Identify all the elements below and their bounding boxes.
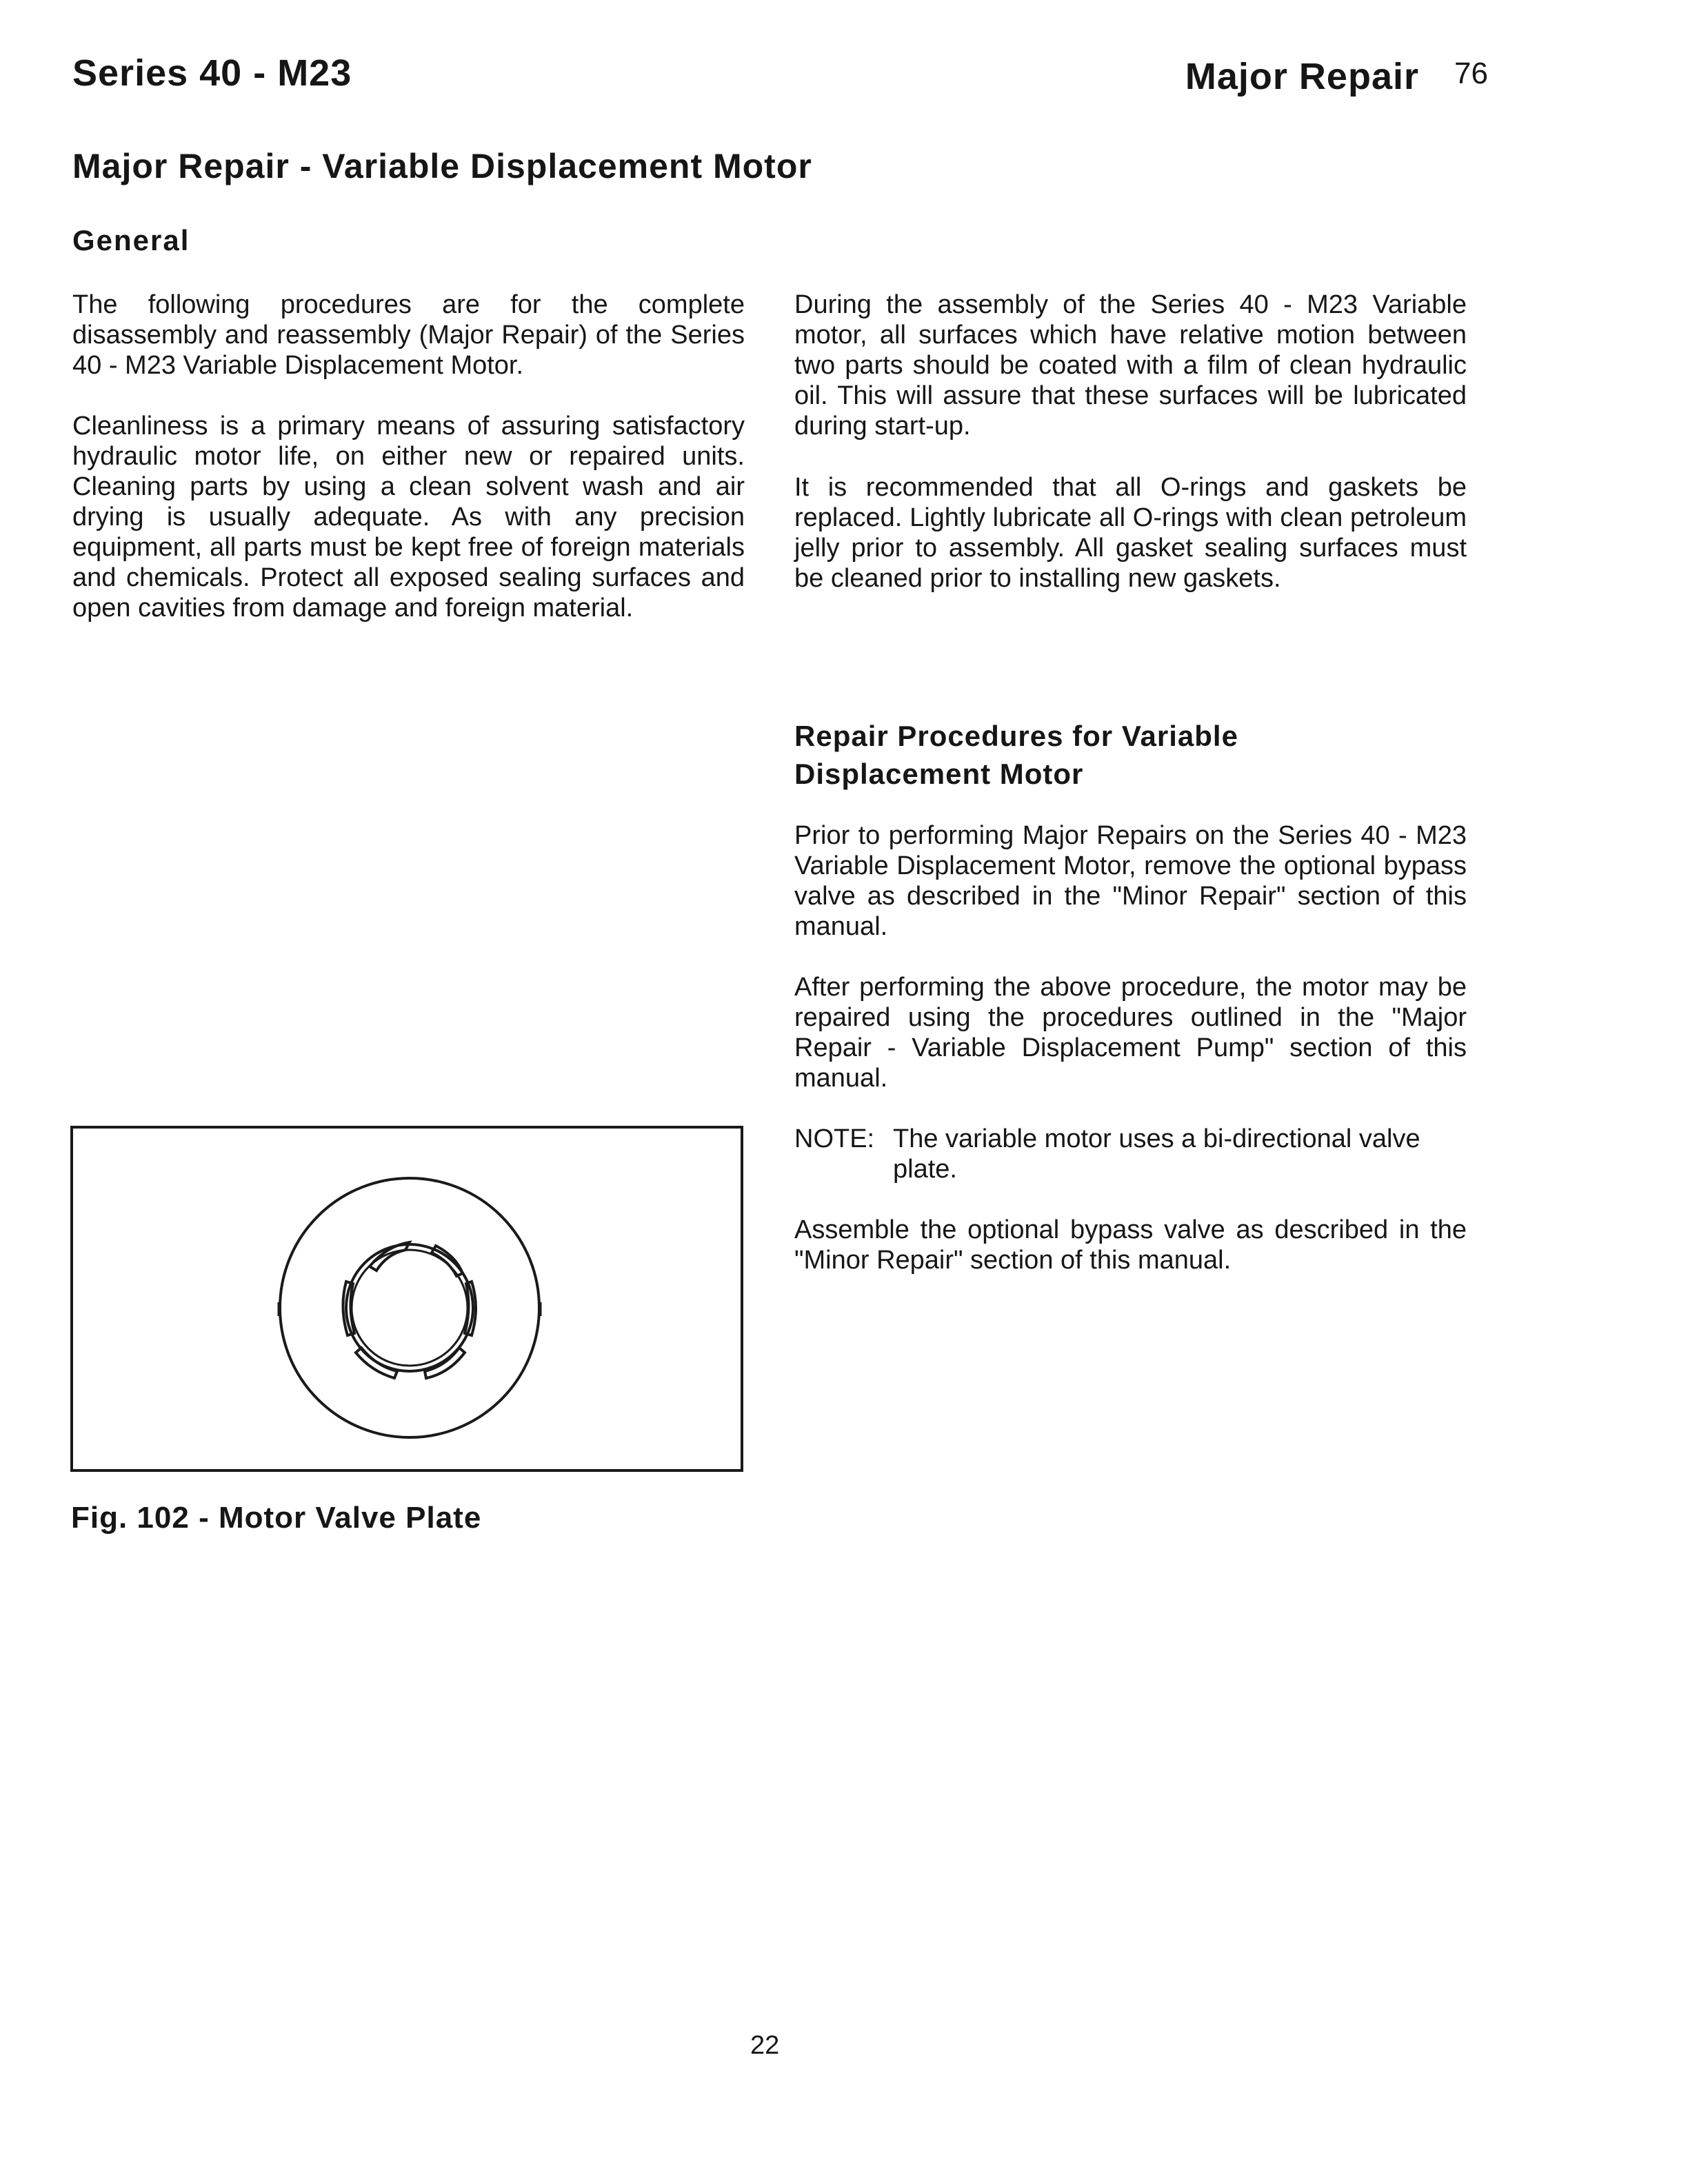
general-paragraph-2: Cleanliness is a primary means of assuring satisfactory hydraulic motor life, on either new or repaired units. Cleaning parts by using a clean solvent wash and air drying is usually adequate. As with any precision equipment, all parts must be kept free of foreign materials and chemicals. Protect all exposed sealing surfaces and open cavities from damage and foreign material. bbox=[72, 412, 745, 623]
repair-procedures-heading-line-1: Repair Procedures for Variable bbox=[794, 720, 1238, 752]
figure-frame bbox=[70, 1126, 743, 1472]
repair-paragraph-2: After performing the above procedure, the motor may be repaired using the procedures outlined in the "Major Repair - Variable Displacement Pump" section of this manual. bbox=[794, 973, 1467, 1093]
assembly-paragraph-2: It is recommended that all O-rings and gaskets be replaced. Lightly lubricate all O-rings with clean petroleum jelly prior to assembly. All gasket sealing surfaces must be cleaned prior to installing new gaskets. bbox=[794, 473, 1467, 593]
repair-paragraph-1: Prior to performing Major Repairs on the Series 40 - M23 Variable Displacement Motor, remove the optional bypass valve as described in the "Minor Repair" section of this manual. bbox=[794, 821, 1467, 941]
motor-valve-plate-drawing-icon bbox=[73, 1129, 741, 1469]
header-page-code: 76 bbox=[1454, 57, 1488, 90]
general-heading: General bbox=[72, 224, 190, 256]
note-block bbox=[794, 1124, 1467, 1184]
page-number: 22 bbox=[750, 2031, 780, 2060]
repair-paragraph-3: Assemble the optional bypass valve as described in the "Minor Repair" section of this manual. bbox=[794, 1215, 1467, 1275]
general-paragraph-1: The following procedures are for the complete disassembly and reassembly (Major Repair) of the Series 40 - M23 Variable Displacement Motor. bbox=[72, 290, 745, 380]
note-text: The variable motor uses a bi-directional valve plate. bbox=[893, 1124, 1420, 1184]
note-label: NOTE: bbox=[794, 1124, 875, 1153]
page-title: Major Repair - Variable Displacement Motor bbox=[72, 147, 812, 185]
figure-caption: Fig. 102 - Motor Valve Plate bbox=[71, 1501, 482, 1535]
assembly-paragraph-1: During the assembly of the Series 40 - M23 Variable motor, all surfaces which have relative motion between two parts should be coated with a film of clean hydraulic oil. This will assure that these surfaces will be lubricated during start-up. bbox=[794, 290, 1467, 441]
repair-procedures-heading bbox=[794, 717, 1470, 793]
header-section-title: Major Repair bbox=[1185, 56, 1419, 97]
header-series-title: Series 40 - M23 bbox=[72, 52, 352, 94]
repair-procedures-heading-line-2: Displacement Motor bbox=[794, 758, 1084, 790]
